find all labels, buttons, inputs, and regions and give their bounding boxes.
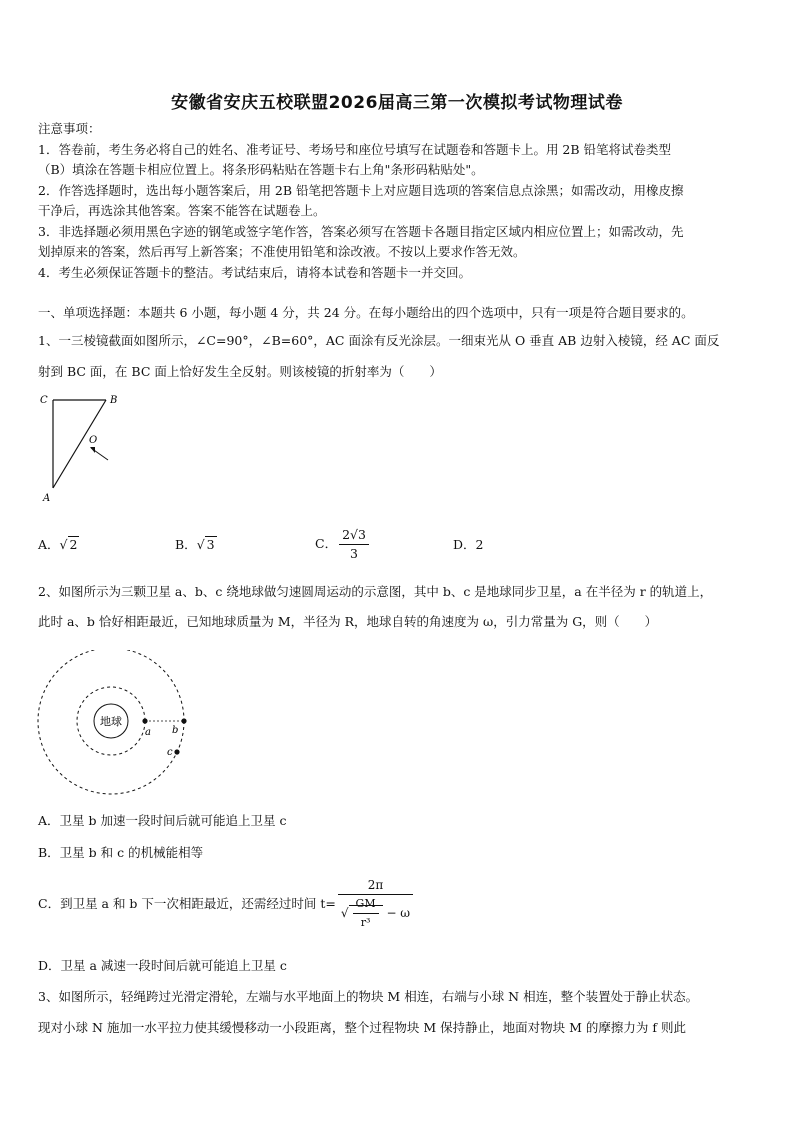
q3-stem-line1: 3、如图所示，轻绳跨过光滑定滑轮，左端与水平地面上的物块 M 相连，右端与小球 N 相连，整个装置处于静止状态。 bbox=[38, 989, 699, 1004]
q1-prism-diagram bbox=[34, 388, 134, 508]
notice-line: 1．答卷前，考生务必将自己的姓名、准考证号、考场号和座位号填写在试题卷和答题卡上。用 2B 铅笔将试卷类型 bbox=[38, 142, 672, 157]
notice-line: 2．作答选择题时，选出每小题答案后，用 2B 铅笔把答题卡上对应题目选项的答案信息点涂黑；如需改动，用橡皮擦 bbox=[38, 183, 684, 198]
q2-option-c[interactable]: C．到卫星 a 和 b 下一次相距最近，还需经过时间 t= 2π √ $\frac{GM}{\text{r³}}$ − ω bbox=[38, 876, 415, 932]
vertex-c-label: C bbox=[40, 395, 48, 406]
q2-option-a[interactable]: A．卫星 b 加速一段时间后就可能追上卫星 c bbox=[38, 813, 287, 828]
q2-orbit-diagram bbox=[36, 650, 196, 798]
ray-arrowhead bbox=[90, 447, 95, 453]
vertex-b-label: B bbox=[110, 395, 118, 406]
page-title: 安徽省安庆五校联盟2026届高三第一次模拟考试物理试卷 bbox=[171, 93, 623, 113]
satellite-a-label: a bbox=[145, 727, 151, 738]
notice-line: 划掉原来的答案，然后再写上新答案；不准使用铅笔和涂改液。不按以上要求作答无效。 bbox=[38, 244, 526, 259]
q2-stem-line1: 2、如图所示为三颗卫星 a、b、c 绕地球做匀速圆周运动的示意图，其中 b、c 是地球同步卫星，a 在半径为 r 的轨道上， bbox=[38, 584, 713, 599]
notice-line: 干净后，再选涂其他答案。答案不能答在试题卷上。 bbox=[38, 203, 326, 218]
satellite-b bbox=[181, 718, 186, 723]
notice-line: 3．非选择题必须用黑色字迹的钢笔或签字笔作答，答案必须写在答题卡各题目指定区域内相应位置上；如需改动，先 bbox=[38, 224, 684, 239]
satellite-c-label: c bbox=[167, 747, 173, 758]
q1-option-a[interactable]: A．√ 2 bbox=[38, 537, 78, 552]
q2-option-b[interactable]: B．卫星 b 和 c 的机械能相等 bbox=[38, 845, 204, 860]
notice-line: （B）填涂在答题卡相应位置上。将条形码粘贴在答题卡右上角"条形码粘贴处"。 bbox=[38, 162, 484, 177]
section-heading: 一、单项选择题：本题共 6 小题，每小题 4 分，共 24 分。在每小题给出的四个选项中，只有一项是符合题目要求的。 bbox=[38, 305, 694, 320]
q1-stem-line1: 1、一三棱镜截面如图所示，∠C=90°，∠B=60°，AC 面涂有反光涂层。一细束光从 O 垂直 AB 边射入棱镜，经 AC 面反 bbox=[38, 333, 720, 348]
vertex-a-label: A bbox=[43, 493, 51, 504]
q2-option-d[interactable]: D．卫星 a 减速一段时间后就可能追上卫星 c bbox=[38, 958, 287, 973]
q1-option-b[interactable]: B．√ 3 bbox=[175, 537, 215, 552]
q3-stem-line2: 现对小球 N 施加一水平拉力使其缓慢移动一小段距离，整个过程物块 M 保持静止，地面对物块 M 的摩擦力为 f 则此 bbox=[38, 1020, 686, 1035]
notice-line: 4．考生必须保证答题卡的整洁。考试结束后，请将本试卷和答题卡一并交回。 bbox=[38, 265, 471, 280]
satellite-c bbox=[174, 749, 179, 754]
notice-heading: 注意事项： bbox=[38, 121, 101, 136]
q2-stem-line2: 此时 a、b 恰好相距最近，已知地球质量为 M，半径为 R，地球自转的角速度为 ω，引力常量为 G，则（ ） bbox=[38, 614, 658, 629]
satellite-a bbox=[142, 718, 147, 723]
point-o-label: O bbox=[89, 435, 98, 446]
q1-stem-line2: 射到 BC 面，在 BC 面上恰好发生全反射。则该棱镜的折射率为（ ） bbox=[38, 364, 442, 379]
q1-option-d[interactable]: D．2 bbox=[453, 537, 484, 552]
prism-edge-ab bbox=[53, 400, 106, 488]
satellite-b-label: b bbox=[172, 725, 179, 736]
earth-label: 地球 bbox=[100, 715, 122, 728]
q1-option-c[interactable]: C． $\frac{2√3}{3}$ bbox=[315, 526, 371, 563]
